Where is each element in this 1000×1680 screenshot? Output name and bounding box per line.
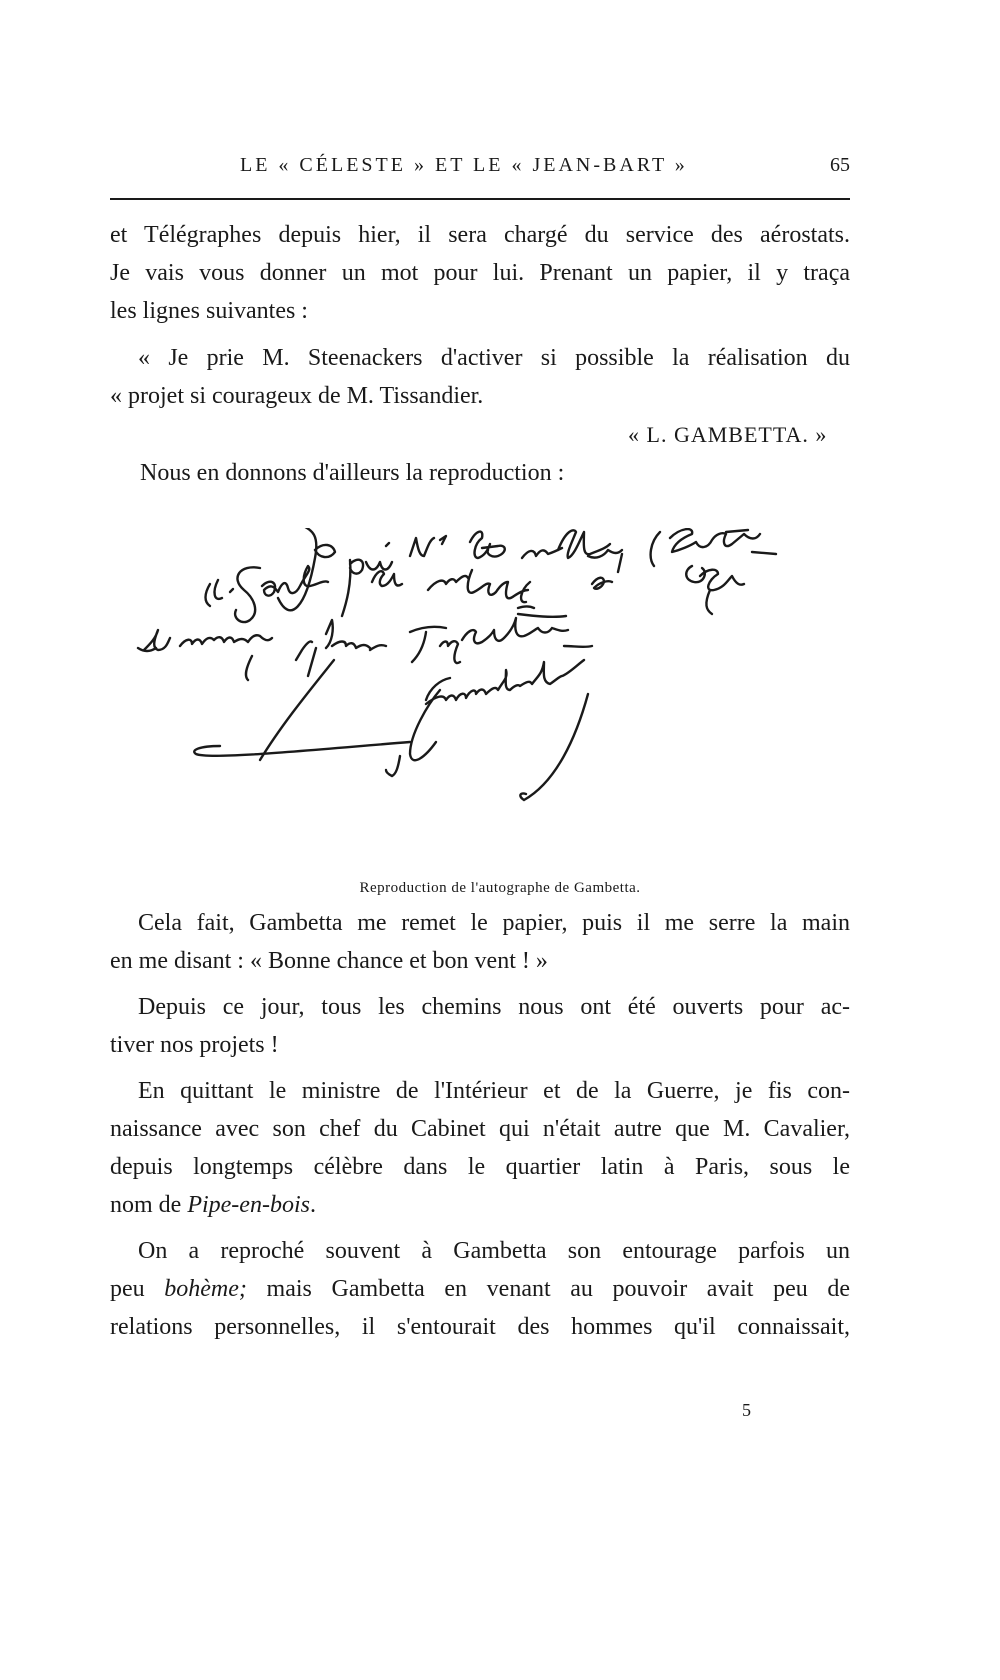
text-line: peu bohème; mais Gambetta en venant au pouvoir avait peu de <box>110 1276 850 1302</box>
text-line: relations personnelles, il s'entourait des hommes qu'il connaissait, <box>110 1314 850 1340</box>
text-line: Nous en donnons d'ailleurs la reproduction : <box>140 460 565 486</box>
autograph-image <box>110 528 850 878</box>
text-line: en me disant : « Bonne chance et bon vent ! » <box>110 948 548 974</box>
text-line: tiver nos projets ! <box>110 1032 279 1058</box>
text-line: naissance avec son chef du Cabinet qui n'était autre que M. Cavalier, <box>110 1116 850 1142</box>
signature-mark: 5 <box>742 1400 751 1420</box>
text-line: Je vais vous donner un mot pour lui. Prenant un papier, il y traça <box>110 260 850 286</box>
page-number: 65 <box>830 154 850 176</box>
header-rule <box>110 198 850 200</box>
text-line: les lignes suivantes : <box>110 298 308 324</box>
text-line: Cela fait, Gambetta me remet le papier, puis il me serre la main <box>138 910 850 936</box>
italic-term: bohème; <box>164 1276 247 1302</box>
text-line: En quittant le ministre de l'Intérieur et de la Guerre, je fis con- <box>138 1078 850 1104</box>
text-line: nom de Pipe-en-bois. <box>110 1192 316 1218</box>
running-title: LE « CÉLESTE » ET LE « JEAN-BART » <box>240 154 688 176</box>
quote-line: « projet si courageux de M. Tissandier. <box>110 383 484 409</box>
text-line: et Télégraphes depuis hier, il sera chargé du service des aérostats. <box>110 222 850 248</box>
figure-caption: Reproduction de l'autographe de Gambetta. <box>359 880 641 896</box>
text-line: depuis longtemps célèbre dans le quartier latin à Paris, sous le <box>110 1154 850 1180</box>
text-line: On a reproché souvent à Gambetta son entourage parfois un <box>138 1238 850 1264</box>
text-line: Depuis ce jour, tous les chemins nous ont été ouverts pour ac- <box>138 994 850 1020</box>
running-head <box>110 148 850 188</box>
quote-line: « Je prie M. Steenackers d'activer si possible la réalisation du <box>138 345 850 371</box>
quote-signature: « L. GAMBETTA. » <box>628 422 828 447</box>
italic-term: Pipe-en-bois <box>187 1192 310 1218</box>
